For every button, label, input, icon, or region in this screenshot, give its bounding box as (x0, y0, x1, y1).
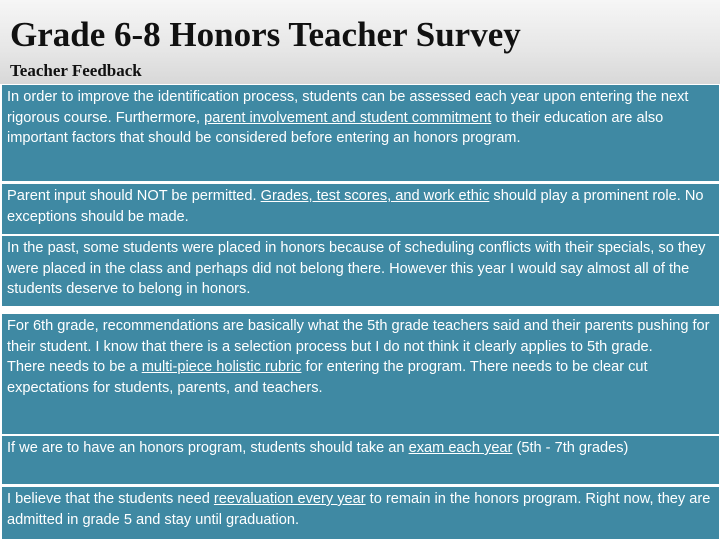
feedback-row-1 (2, 85, 719, 181)
feedback-text: For 6th grade, recommendations are basically what the 5th grade teachers said and their parents pushing for their student. I know that there is a selection process but I do not think it clearly applies to 5th grade. (7, 318, 710, 355)
feedback-text: to their education are also important factors that should be considered before entering an honors program. (7, 109, 664, 146)
feedback-text: (5th - 7th grades) (512, 440, 629, 456)
feedback-text: Parent input should NOT be permitted. (7, 188, 261, 204)
feedback-row-3 (2, 236, 719, 306)
feedback-row-4 (2, 314, 719, 434)
emphasis-text: Grades, test scores, and work ethic (260, 188, 490, 204)
feedback-text: In the past, some students were placed in honors because of scheduling conflicts with their specials, so they were placed in the class and perhaps did not belong there. However this year I would say almost all of the students deserve to belong in honors. (7, 240, 706, 297)
feedback-text: In order to improve the identification process, students can be assessed each year upon entering the next rigorous course. Furthermore, (7, 89, 689, 126)
title-band (0, 0, 720, 84)
feedback-row-5 (2, 436, 719, 484)
feedback-text: for entering the program. There needs to be clear cut expectations for students, parents, and teachers. (7, 359, 648, 396)
emphasis-text: multi-piece holistic rubric (141, 359, 302, 375)
feedback-text: There needs to be a (7, 359, 142, 375)
section-subtitle: Teacher Feedback (10, 61, 142, 80)
emphasis-text: reevaluation every year (213, 491, 366, 507)
feedback-text: If we are to have an honors program, students should take an (7, 440, 409, 456)
emphasis-text: parent involvement and student commitment (204, 109, 492, 126)
feedback-row-2 (2, 184, 719, 234)
emphasis-text: exam each year (408, 440, 513, 456)
feedback-row-6 (2, 487, 719, 539)
page-title: Grade 6-8 Honors Teacher Survey (10, 15, 521, 54)
feedback-table (0, 84, 720, 540)
feedback-text: to remain in the honors program. Right now, they are admitted in grade 5 and stay until graduation. (7, 491, 711, 528)
feedback-text: I believe that the students need (7, 491, 214, 507)
feedback-text: should play a prominent role. No exceptions should be made. (7, 188, 704, 225)
